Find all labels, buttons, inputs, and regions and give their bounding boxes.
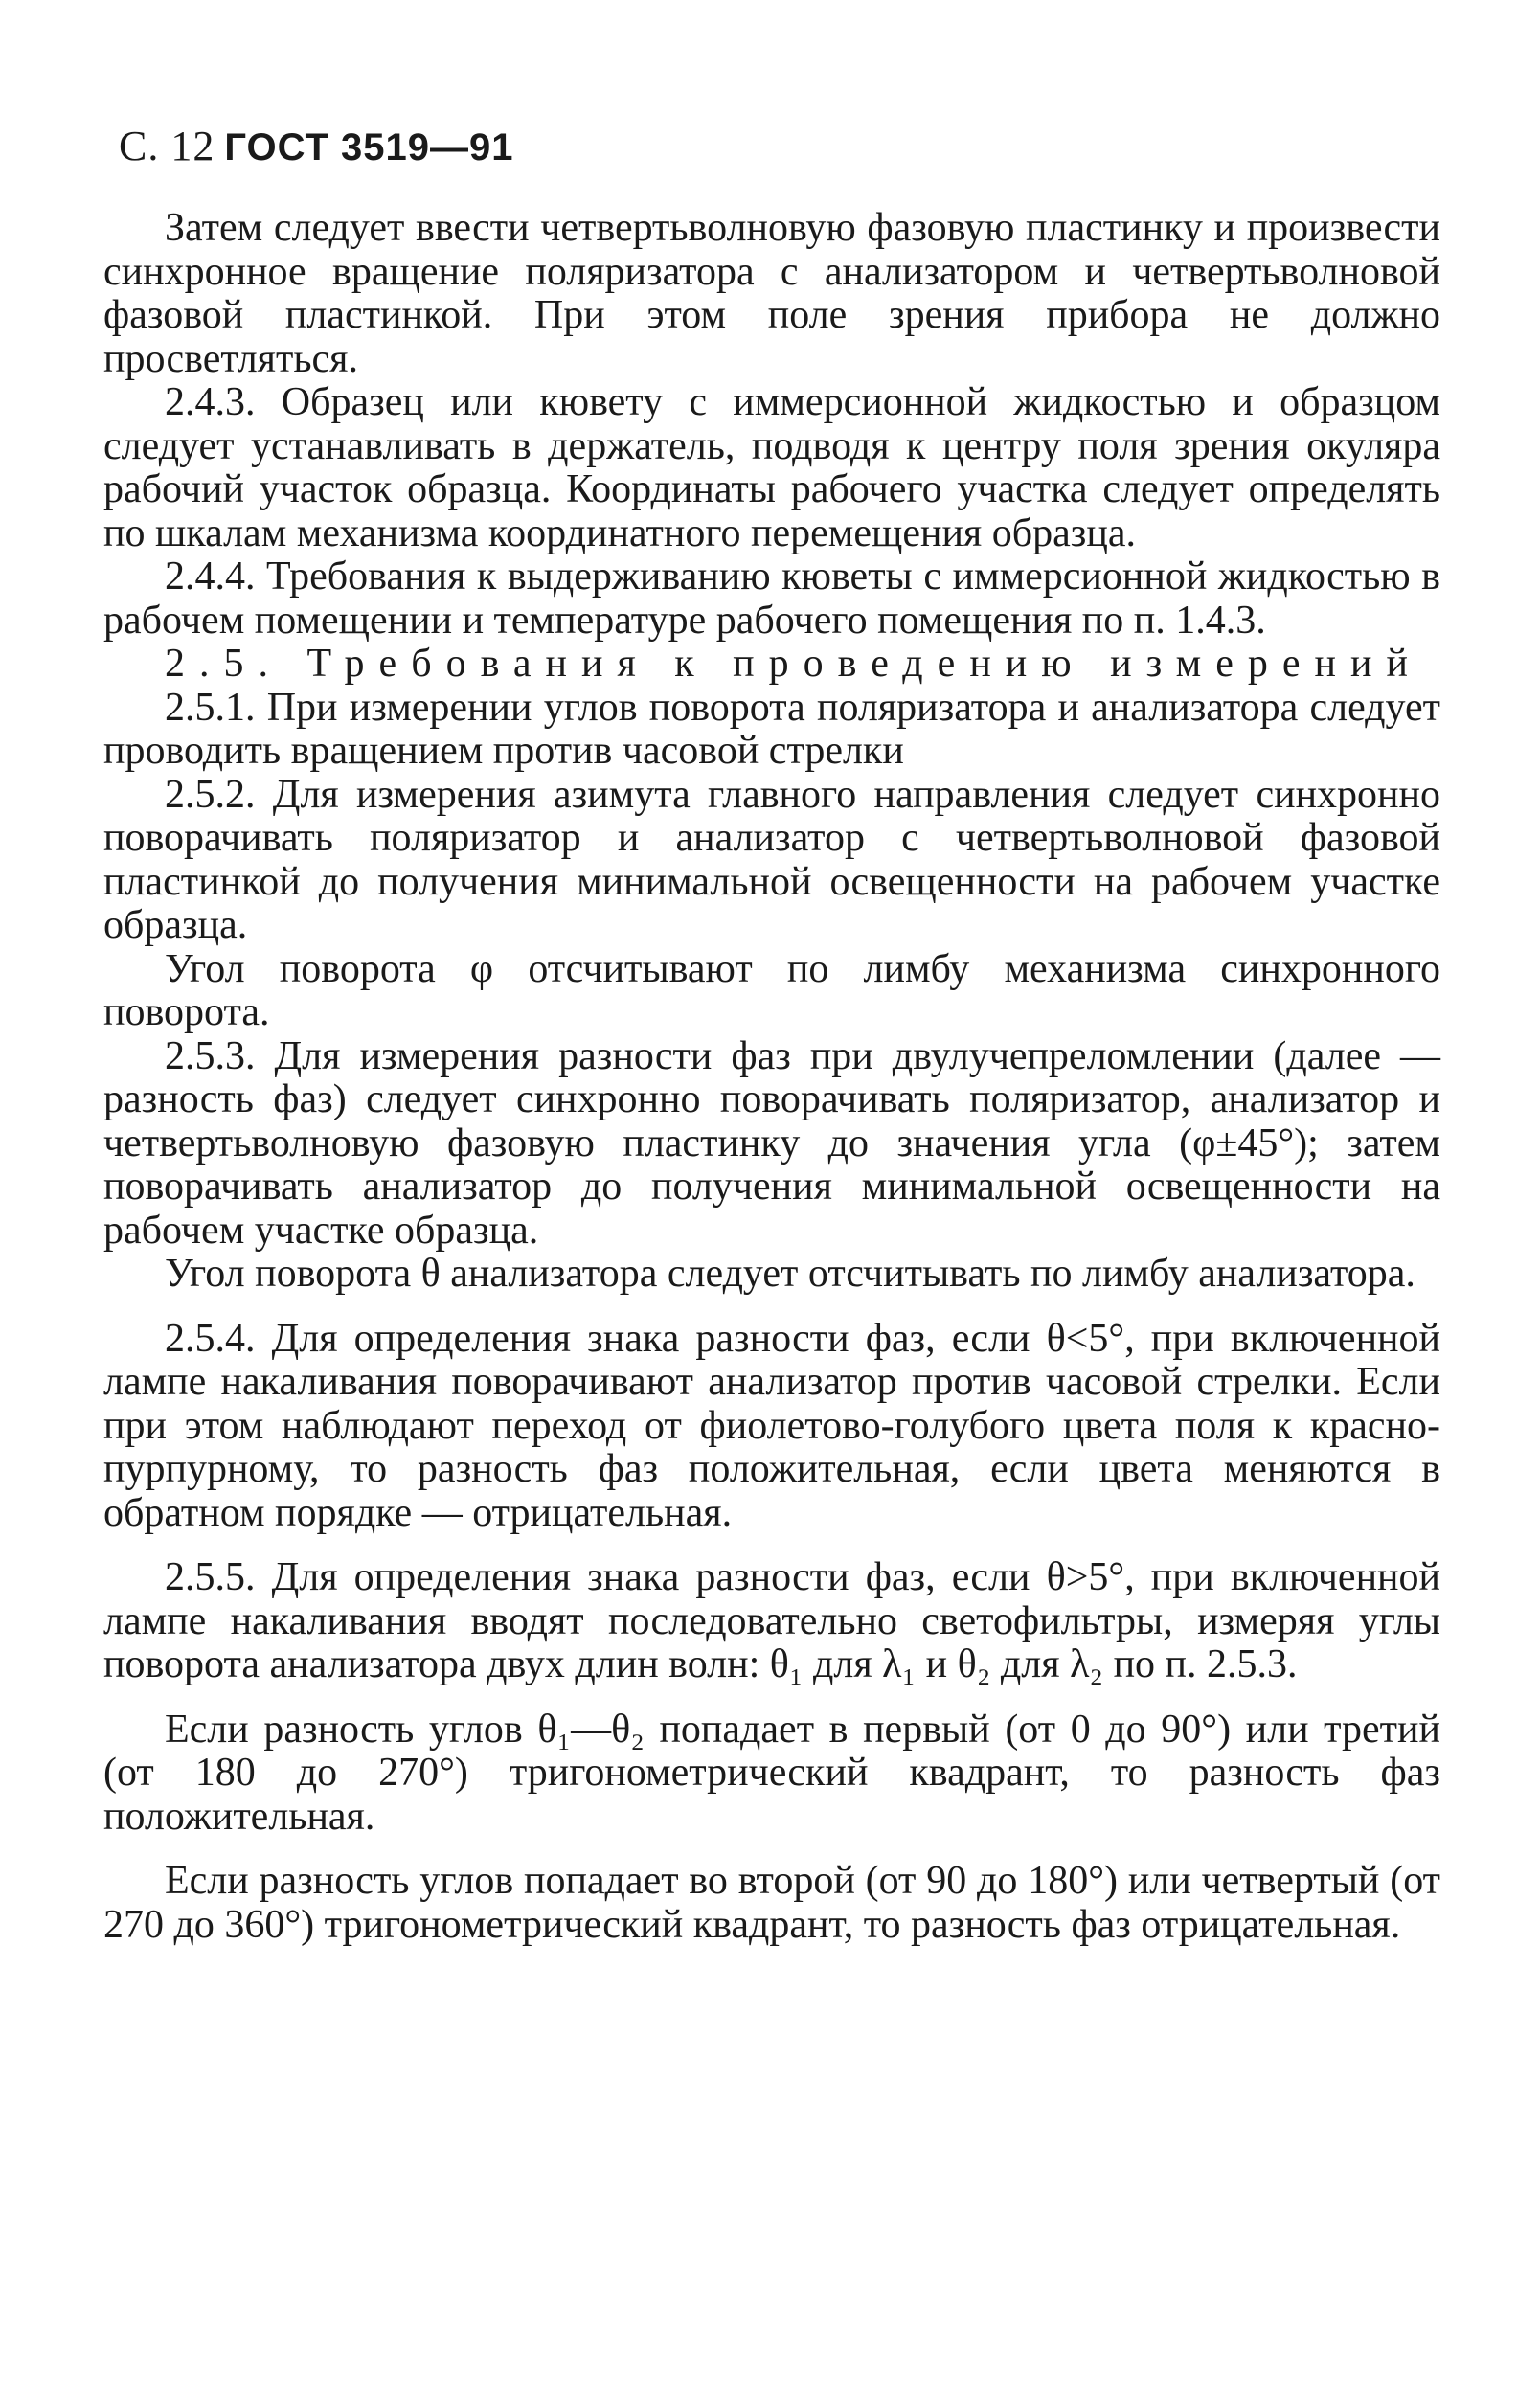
clause-2-4-4: 2.4.4. Требования к выдерживанию кюветы с иммерсионной жидкостью в рабочем помещении и температуре рабочего помещения по п. 1.4.3. bbox=[103, 554, 1440, 643]
paragraph: Угол поворота θ анализатора следует отсчитывать по лимбу анализатора. bbox=[165, 1252, 1415, 1296]
standard-title: ГОСТ 3519—91 bbox=[224, 126, 514, 169]
clause-2-5-1: 2.5.1. При измерении углов поворота поляризатора и анализатора следует проводить вращением против часовой стрелки bbox=[103, 685, 1440, 773]
clause-2-5-2: 2.5.2. Для измерения азимута главного направления следует синхронно поворачивать поляризатор и анализатор с четвертьволновой фазовой пластинкой до получения минимальной освещенности на рабочем участке образца. bbox=[103, 772, 1440, 947]
page-number: С. 12 bbox=[119, 123, 215, 170]
clause-2-5-4: 2.5.4. Для определения знака разности фаз, если θ<5°, при включенной лампе накаливания поворачивают анализатор против часовой стрелки. Если при этом наблюдают переход от фиолетово-голубого цвета поля к красно-пурпурному, то разность фаз положительная, если цвета меняются в обратном порядке — отрицательная. bbox=[103, 1316, 1440, 1535]
clause-2-5-5: 2.5.5. Для определения знака разности фаз, если θ>5°, при включенной лампе накаливания вводят последовательно светофильтры, измеряя углы поворота анализатора двух длин волн: θ₁ для λ₁ и θ₂ для λ₂ по п. 2.5.3. bbox=[103, 1555, 1440, 1686]
page-header bbox=[119, 121, 514, 173]
section-heading-2-5: 2.5. Требования к проведению измерений bbox=[165, 642, 1422, 686]
paragraph: Угол поворота φ отсчитывают по лимбу механизма синхронного поворота. bbox=[103, 946, 1440, 1034]
paragraph: Если разность углов θ₁—θ₂ попадает в первый (от 0 до 90°) или третий (от 180 до 270°) тригонометрический квадрант, то разность фаз положительная. bbox=[103, 1707, 1440, 1839]
body-text bbox=[103, 207, 1440, 1947]
clause-2-5-3: 2.5.3. Для измерения разности фаз при двулучепреломлении (далее — разность фаз) следует синхронно поворачивать поляризатор, анализатор и четвертьволновую фазовую пластинку до значения угла (φ±45°); затем поворачивать анализатор до получения минимальной освещенности на рабочем участке образца. bbox=[103, 1033, 1440, 1253]
paragraph: Если разность углов попадает во второй (от 90 до 180°) или четвертый (от 270 до 360°) тригонометрический квадрант, то разность фаз отрицательная. bbox=[103, 1859, 1440, 1947]
paragraph: Затем следует ввести четвертьволновую фазовую пластинку и произвести синхронное вращение поляризатора с анализатором и четвертьволновой фазовой пластинкой. При этом поле зрения прибора не должно просветляться. bbox=[103, 206, 1440, 381]
clause-2-4-3: 2.4.3. Образец или кювету с иммерсионной жидкостью и образцом следует устанавливать в держатель, подводя к центру поля зрения окуляра рабочий участок образца. Координаты рабочего участка следует определять по шкалам механизма координатного перемещения образца. bbox=[103, 380, 1440, 555]
